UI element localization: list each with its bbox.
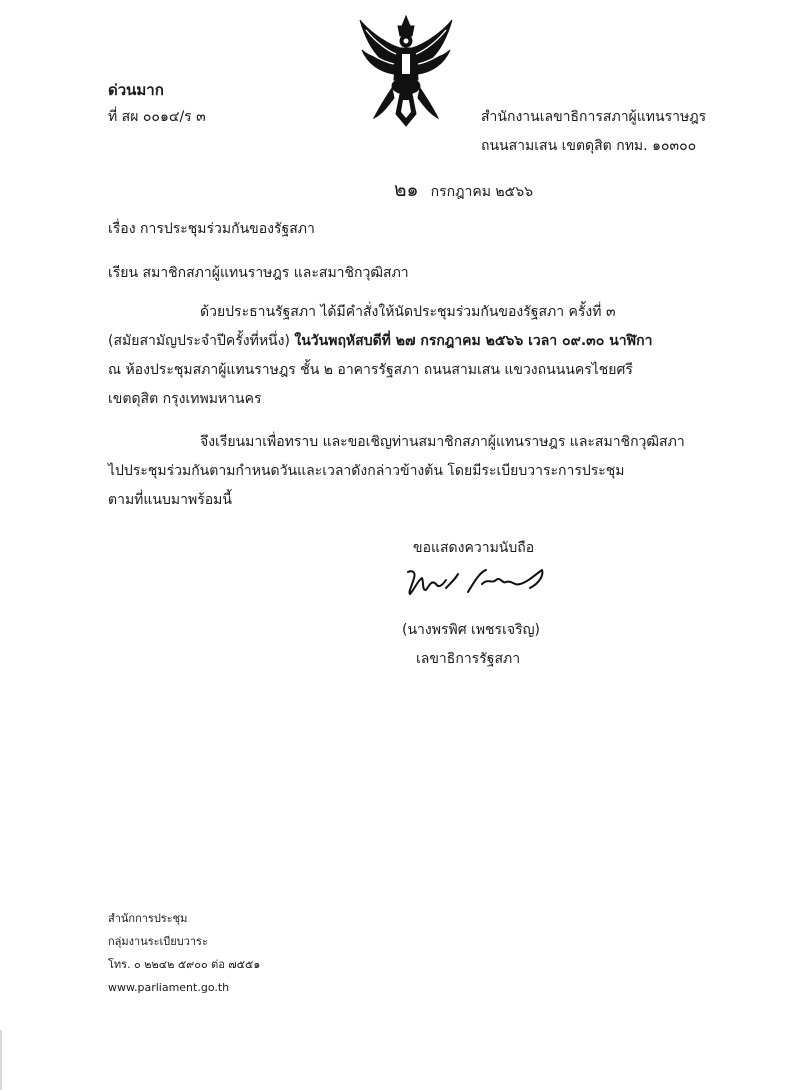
footer-phone: โทร. ๐ ๒๒๔๒ ๕๙๐๐ ต่อ ๗๕๕๑ [108,958,261,971]
footer-group: กลุ่มงานระเบียบวาระ [108,935,208,948]
p2-line-2: ไปประชุมร่วมกันตามกำหนดวันและเวลาดังกล่าวข้างต้น โดยมีระเบียบวาระการประชุม [108,463,625,479]
p1-line-1: ด้วยประธานรัฐสภา ได้มีคำสั่งให้นัดประชุมร่วมกันของรัฐสภา ครั้งที่ ๓ [200,304,616,320]
letter-date [394,175,533,205]
p1-line-2 [108,327,732,356]
handwritten-signature-icon [402,562,552,604]
footer-website: www.parliament.go.th [108,981,230,994]
p1-line-3: ณ ห้องประชุมสภาผู้แทนราษฎร ชั้น ๒ อาคารรัฐสภา ถนนสามเสน แขวงถนนนครไชยศรี [108,362,633,378]
p2-line-3: ตามที่แนบมาพร้อมนี้ [108,492,232,508]
salutation-line: เรียน สมาชิกสภาผู้แทนราษฎร และสมาชิกวุฒิสภา [108,265,409,281]
body-paragraph-1 [108,298,732,414]
scan-edge-divider [0,1030,2,1090]
signatory-title: เลขาธิการรัฐสภา [416,651,521,667]
office-street: ถนนสามเสน เขตดุสิต กทม. ๑๐๓๐๐ [481,138,697,154]
meeting-datetime: ในวันพฤหัสบดีที่ ๒๗ กรกฎาคม ๒๕๖๖ เวลา ๐๙.๓๐ นาฬิกา [294,333,653,349]
closing-phrase: ขอแสดงความนับถือ [413,540,535,556]
p2-line-1: จึงเรียนมาเพื่อทราบ และขอเชิญท่านสมาชิกสภาผู้แทนราษฎร และสมาชิกวุฒิสภา [200,434,685,450]
footer-department: สำนักการประชุม [108,912,188,925]
body-paragraph-2 [108,428,732,515]
garuda-emblem-icon [356,14,456,132]
subject-line: เรื่อง การประชุมร่วมกันของรัฐสภา [108,221,315,237]
office-address [481,103,706,161]
signatory [402,616,540,674]
urgency-label: ด่วนมาก [108,81,164,99]
signatory-name: (นางพรพิศ เพชรเจริญ) [402,622,540,638]
office-name: สำนักงานเลขาธิการสภาผู้แทนราษฎร [481,109,707,125]
p1-line-2-plain: (สมัยสามัญประจำปีครั้งที่หนึ่ง) [108,333,295,349]
date-day: ๒๑ [394,179,419,201]
reference-number: ที่ สผ ๐๐๑๔/ร ๓ [108,109,206,125]
date-month-year: กรกฎาคม ๒๕๖๖ [430,184,533,200]
p1-line-4: เขตดุสิต กรุงเทพมหานคร [108,391,262,407]
footer-contact [108,907,260,999]
